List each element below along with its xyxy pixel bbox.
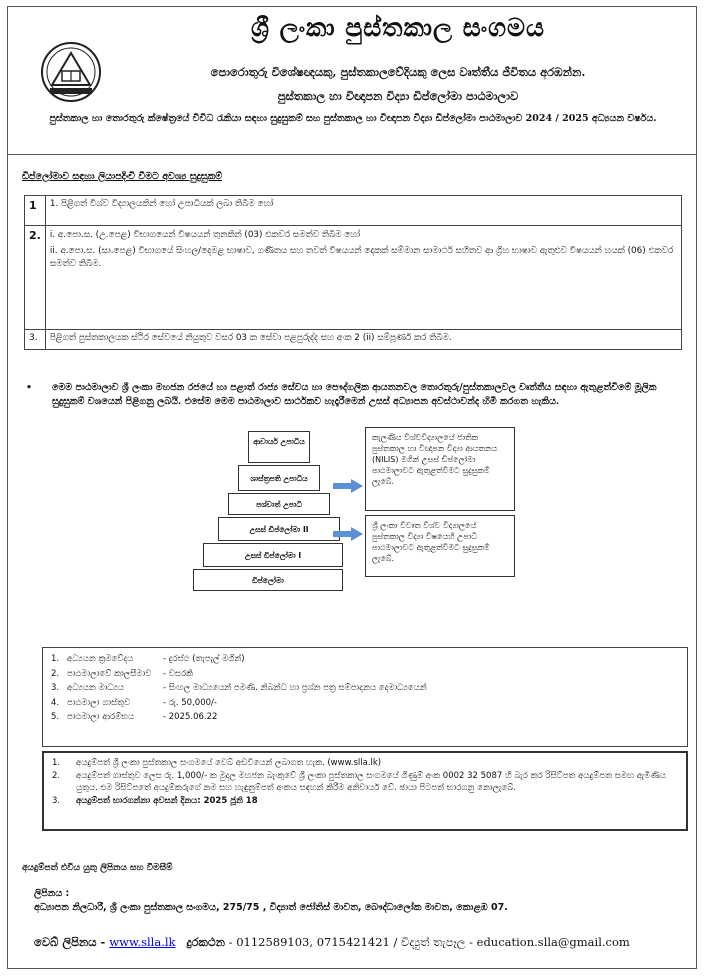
contact-line (34, 935, 630, 950)
arrow-right-icon (333, 479, 363, 493)
address-text: අධ්‍යාපන නිලධාරී, ශ්‍රී ලංකා පුස්තකාල සංගමය, 275/75 , විද්‍යාත් ජෝතිස් මාවත, බෞද්ධාලෝක මාවත, කොළඹ 07. (34, 902, 508, 913)
list-item: 4. පාඨමාලා ගාස්තුව - රු. 50,000/- (51, 697, 217, 708)
list-item: 2. පාඨමාලාවේ කාලසීමාව - වසරකි (51, 668, 194, 679)
list-item: 2. අයදුම්පත් ගාස්තුව ලෙස රු. 1,000/- ක මුදල මහජන බැංකුවේ ශ්‍රී ලංකා පුස්තකාල සංගමයේ ගිණුම් අංක 0002 32 5087 හි බැර කර රිසිට්පත අයදුම්පත සමඟ ඇමිණිය යුතුය. එම රිසිට්පතේ අයදුම්කරුගේ නම සහ හැඳුනුම්පත් අංකය සඳහන් කිරීම අනිවාර්ය වේ. ඡායා පිටපත් භාරගනු නොලැබේ. (52, 770, 666, 793)
bullet-icon: • (26, 382, 33, 393)
list-item: i. අ.පො.ස. (උ.පෙළ) විභාගයෙන් විෂයයන් තුනකින් (03) එකවර සමත්ව තිබීම හෝ (49, 230, 361, 240)
subtitle-1: පොරොතුරු විශේෂඥයකු, පුස්තකාලවේදියකු ලෙස වෘත්තීය ජීවිතය අරඹන්න. (210, 65, 586, 79)
email-label: / විද්‍යුත් තැපෑල - (389, 935, 477, 949)
website-link[interactable]: www.slla.lk (109, 935, 176, 949)
step-diploma: ඩිප්ලෝමා (193, 569, 343, 591)
table-row (25, 330, 682, 350)
subtitle-3: පුස්තකාල හා තොරතුරු ක්ෂේත්‍රයේ විවිධ රැකියා සඳහා සුදුසුකම් සහ පුස්තකාල හා විඥාපන විද්‍යා ඩිප්ලෝමා පාඨමාලාව 2024 / 2025 අධ්‍යයන වර්ෂය. (49, 113, 657, 124)
step-higher-diploma-2: උසස් ඩිප්ලෝමා II (218, 517, 340, 541)
step-phd: ආචාර්ය උපාධිය (248, 431, 310, 463)
step-masters: ශාස්ත්‍රපති උපාධිය (238, 465, 320, 491)
application-notes (42, 751, 688, 831)
contact-address (34, 887, 684, 915)
phone-number: - 0112589103, 0715421421 (225, 935, 390, 949)
document-frame (7, 6, 697, 969)
list-item: 1. අධ්‍යයන ක්‍රමවේදය - දුරස්ථ (තැපැල් මගින්) (51, 654, 245, 664)
email-address[interactable]: education.slla@gmail.com (476, 935, 630, 949)
info-box-nilis: කැලණිය විශ්වවිද්‍යාලයේ ජාතික පුස්තකාල හා විඥාපන විද්‍යා ආයතනය (NILIS) මගින් උසස් ඩිප්ලෝමා පාඨමාලාවට ඇතුළත්වීමට සුදුසුකම් ලැබේ. (365, 427, 515, 511)
qualifications-table (24, 195, 682, 350)
course-details (42, 647, 688, 747)
info-box-ousl: ශ්‍රී ලංකා විවෘත විශ්ව විද්‍යාලයේ පුස්තකාල විද්‍යා විෂයෙහි උපාධි පාඨමාලාවට ඇතුළත්වීමට සුදුසුකම් ලැබේ. (365, 515, 515, 577)
info-paragraph: • මෙම පාඨමාලාව ශ්‍රී ලංකා මහජන රජයේ හා පළාත් රාජ්‍ය සේවය හා පෞද්ගලික ආයතනවල තොරතුරු/පුස්තකාලවල වෘත්තීය සඳහා ඇතුළත්වීමේ මූලික සුදුසුකම් වශයෙන් පිළිගනු ලබයි. එසේම මෙම පාඨමාලාව සාර්ථකව හැදෑරීමෙන් උසස් අධ්‍යාපන අවස්ථාවන්ද හිමි කරගත හැකිය. (26, 382, 657, 407)
row-number: 1 (25, 196, 46, 226)
phone-label: දුරකථන (186, 935, 226, 949)
row-number: 3. (25, 330, 46, 350)
list-item: 1. අයදුම්පත් ශ්‍රී ලංකා පුස්තකාල සංගමයේ වෙබ් අඩවියෙන් ලබාගත හැක. (www.slla.lk) (52, 758, 382, 768)
row-number: 2. (25, 226, 46, 330)
web-label: වෙබ් ලිපිනය - (34, 935, 110, 949)
row-text: 1. පිළිගත් විශ්ව විද්‍යාලයකින් හෝ උපාධියක් ලබා තිබීම හෝ (45, 196, 681, 226)
contact-heading: අයදුම්පත් එවිය යුතු ලිපිනය සහ විමසීම් (22, 863, 173, 873)
slla-logo (40, 41, 102, 103)
list-item: ii. අ.පො.ස. (සා.පෙළ) විභාගයේ සිංහල/දෙමළ භාෂාව, ගණිතය සහ තවත් විෂයයන් දෙකක් සම්මාන සාමාර්ථ සහිතව ආ ග්‍රිහ භාෂාව ඇතුළුව විෂයයන් හයක් (06) එකවර සමත්ව තිබීම. (49, 246, 674, 269)
table-row (25, 196, 682, 226)
list-item: 5. පාඨමාලා ආරම්භය - 2025.06.22 (51, 712, 218, 722)
step-postgrad: පශ්චාත් උපාධි (228, 493, 330, 515)
step-higher-diploma-1: උසස් ඩිප්ලෝමා I (203, 543, 343, 567)
table-row (25, 226, 682, 330)
page-title: ශ්‍රී ලංකා පුස්තකාල සංගමය (251, 13, 545, 42)
list-item: 3. අධ්‍යයන මාධ්‍යය - සිංහල මාධ්‍යයෙන් පමණි. නිබන්ධ හා ප්‍රශ්න පත්‍ර සම්පාදනය දෙමාධ්‍යයෙන් (51, 683, 427, 693)
row-text: පිළිගත් පුස්තකාලයක ස්ථිර සේවයේ නියුතුව වසර 03 ක සේවා පළපුරුද්ද සහ අංක 2 (ii) සම්පූර්ණ කර තිබීම. (45, 330, 681, 350)
arrow-right-icon (333, 527, 363, 541)
subtitle-2: පුස්තකාල හා විඥාපන විද්‍යා ඩිප්ලෝමා පාඨමාලාව (277, 89, 519, 103)
list-item: 3. අයදුම්පත් භාරගන්නා අවසන් දිනය: 2025 ජූනි 18 (52, 795, 258, 806)
address-label: ලිපිනය : (34, 888, 70, 899)
header (8, 7, 696, 155)
qualifications-heading: ඩිප්ලෝමාව සඳහා ලියාපදිංචි වීමට අවශ්‍ය සුදුසුකම් (22, 171, 223, 182)
